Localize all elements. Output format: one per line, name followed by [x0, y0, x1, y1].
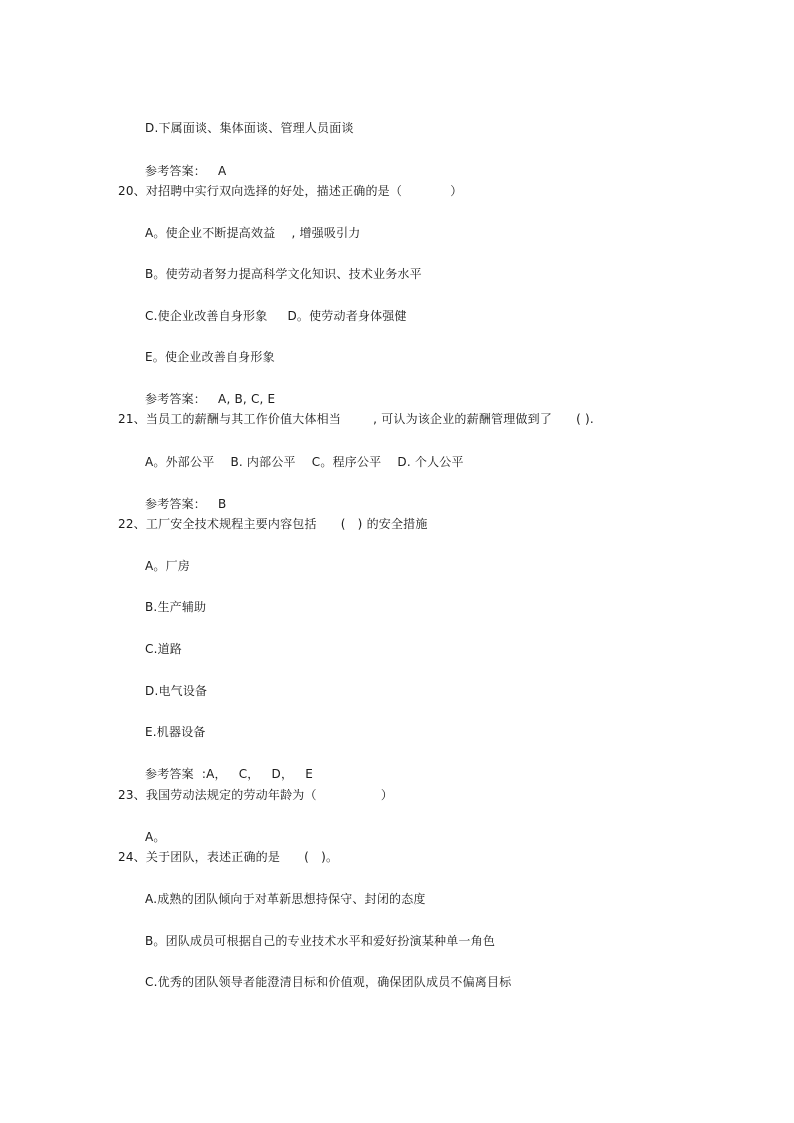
option-22-d: D.电气设备 [145, 684, 208, 698]
option-23-a: A。 [145, 830, 166, 844]
option-20-c-d: C.使企业改善自身形象 D。使劳动者身体强健 [145, 309, 407, 323]
option-19-d: D.下属面谈、集体面谈、管理人员面谈 [145, 121, 354, 135]
question-20: 20、对招聘中实行双向选择的好处，描述正确的是（ ） [118, 184, 463, 198]
option-24-a: A.成熟的团队倾向于对革新思想持保守、封闭的态度 [145, 892, 426, 906]
option-22-e: E.机器设备 [145, 725, 206, 739]
option-20-b: B。使劳动者努力提高科学文化知识、技术业务水平 [145, 267, 422, 281]
options-21: A。外部公平 B. 内部公平 C。程序公平 D. 个人公平 [145, 455, 464, 469]
option-20-e: E。使企业改善自身形象 [145, 350, 275, 364]
answer-22: 参考答案 :A， C， D， E [145, 767, 314, 781]
question-23: 23、我国劳动法规定的劳动年龄为（ ） [118, 788, 394, 802]
answer-19: 参考答案： A [145, 164, 227, 178]
option-22-b: B.生产辅助 [145, 600, 207, 614]
answer-21: 参考答案： B [145, 497, 227, 511]
option-24-b: B。团队成员可根据自己的专业技术水平和爱好扮演某种单一角色 [145, 934, 496, 948]
answer-20: 参考答案： A, B, C, E [145, 392, 276, 406]
option-22-c: C.道路 [145, 642, 182, 656]
question-24: 24、关于团队，表述正确的是 ( )。 [118, 850, 339, 864]
option-20-a: A。使企业不断提高效益 , 增强吸引力 [145, 226, 361, 240]
option-24-c: C.优秀的团队领导者能澄清目标和价值观，确保团队成员不偏离目标 [145, 975, 512, 989]
question-22: 22、工厂安全技术规程主要内容包括 ( ) 的安全措施 [118, 517, 428, 531]
question-21: 21、当员工的薪酬与其工作价值大体相当 , 可认为该企业的薪酬管理做到了 ( ). [118, 412, 594, 426]
option-22-a: A。厂房 [145, 559, 191, 573]
